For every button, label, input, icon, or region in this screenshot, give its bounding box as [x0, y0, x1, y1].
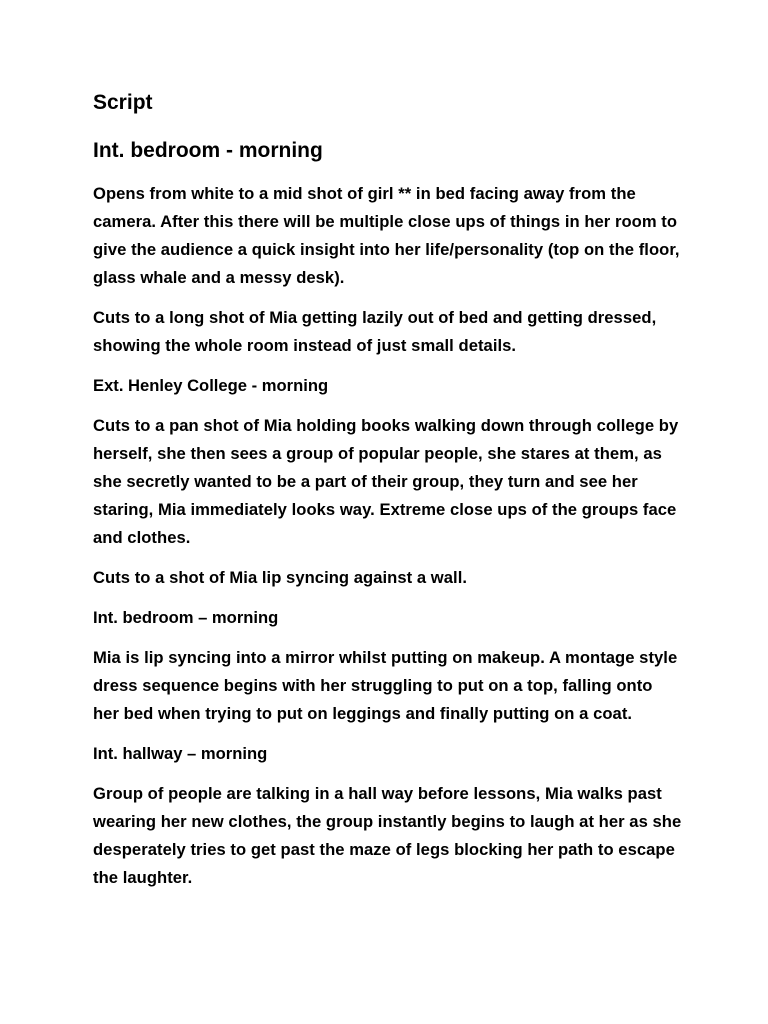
- paragraph-pan-shot: Cuts to a pan shot of Mia holding books walking down through college by herself, she then sees a group of popular people, she stares at them, as she secretly wanted to be a part of their group, they turn and see her staring, Mia immediately looks way. Extreme close ups of the groups face and clothes.: [93, 416, 679, 547]
- document-title: Script: [93, 91, 153, 114]
- paragraph-long-shot: Cuts to a long shot of Mia getting lazily out of bed and getting dressed, showing the whole room instead of just small details.: [93, 308, 657, 355]
- paragraph-opening: Opens from white to a mid shot of girl ** in bed facing away from the camera. After this there will be multiple close ups of things in her room to give the audience a quick insight into her life/personality (top on the floor, glass whale and a messy desk).: [93, 184, 680, 287]
- paragraph-lip-sync-wall: Cuts to a shot of Mia lip syncing against a wall.: [93, 568, 468, 587]
- scene-heading-bedroom-2: Int. bedroom – morning: [93, 608, 279, 627]
- scene-heading-bedroom: Int. bedroom - morning: [93, 139, 323, 162]
- scene-heading-hallway: Int. hallway – morning: [93, 744, 268, 763]
- document-page: [93, 88, 683, 904]
- paragraph-mirror-montage: Mia is lip syncing into a mirror whilst putting on makeup. A montage style dress sequence begins with her struggling to put on a top, falling onto her bed when trying to put on leggings and finally putting on a coat.: [93, 648, 678, 723]
- paragraph-hallway: Group of people are talking in a hall way before lessons, Mia walks past wearing her new clothes, the group instantly begins to laugh at her as she desperately tries to get past the maze of legs blocking her path to escape the laughter.: [93, 784, 682, 887]
- scene-heading-college: Ext. Henley College - morning: [93, 376, 329, 395]
